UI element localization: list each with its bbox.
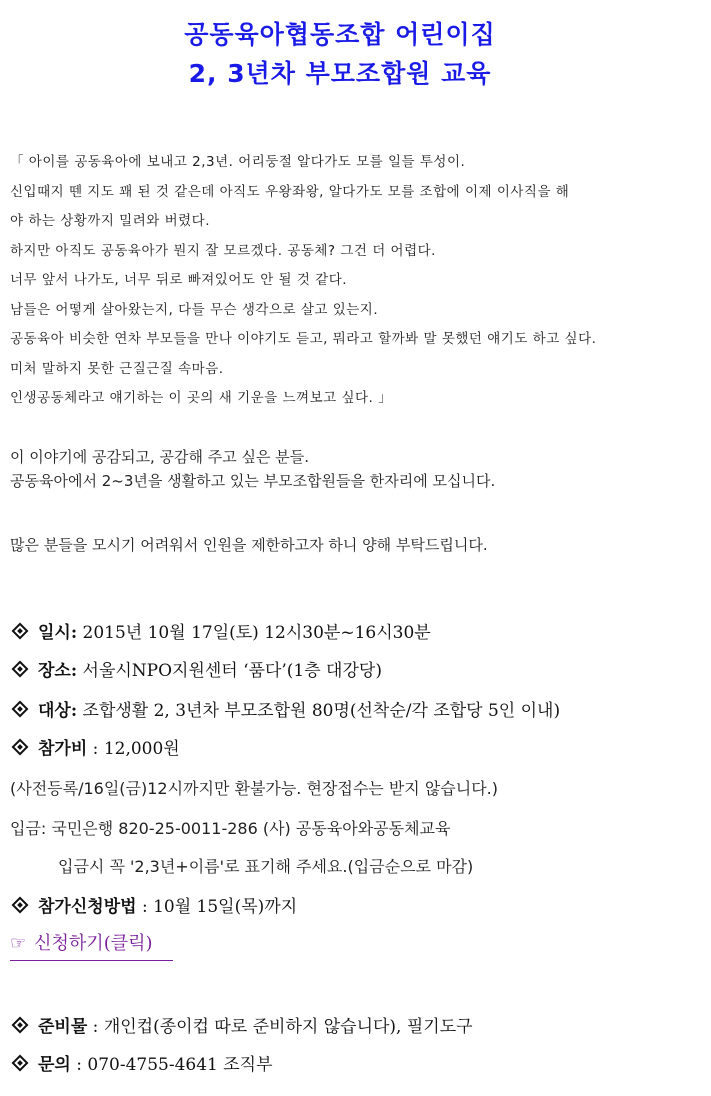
supplies-label: 준비물: [38, 1017, 88, 1037]
contact-value: : 070-4755-4641 조직부: [70, 1055, 273, 1075]
quote-line: 남들은 어떻게 살아왔는지, 다들 무슨 생각으로 살고 있는지.: [10, 301, 379, 318]
diamond-bullet-icon: [12, 701, 29, 718]
intro-paragraph-2: 공동육아에서 2~3년을 생활하고 있는 부모조합원들을 한자리에 모십니다.: [10, 472, 496, 490]
deposit-note: 입금시 꼭 '2,3년+이름'로 표기해 주세요.(입금순으로 마감): [58, 857, 474, 876]
quote-line: 하지만 아직도 공동육아가 뭔지 잘 모르겠다. 공동체? 그건 더 어렵다.: [10, 242, 436, 259]
supplies-value: : 개인컵(종이컵 따로 준비하지 않습니다), 필기도구: [87, 1017, 473, 1037]
apply-method-label: 참가신청방법: [38, 897, 137, 917]
date-value: 2015년 10월 17일(토) 12시30분~16시30분: [77, 623, 431, 643]
info-fee: [10, 734, 700, 764]
contact-label: 문의: [38, 1055, 71, 1075]
quote-line: 미처 말하지 못한 근질근질 속마음.: [10, 360, 224, 377]
target-value: 조합생활 2, 3년차 부모조합원 80명(선착순/각 조합당 5인 이내): [77, 701, 561, 721]
place-label: 장소:: [38, 661, 78, 681]
apply-link-label: 신청하기(클릭): [34, 933, 153, 954]
info-apply-method: [10, 892, 700, 922]
refund-note: (사전등록/16일(금)12시까지만 환불가능. 현장접수는 받지 않습니다.): [10, 779, 498, 798]
info-contact: [10, 1050, 700, 1080]
quote-line: 너무 앞서 나가도, 너무 뒤로 빠져있어도 안 될 것 같다.: [10, 272, 348, 288]
quote-line: 「 아이를 공동육아에 보내고 2,3년. 어리둥절 알다가도 모를 일들 투성이.: [10, 154, 466, 170]
diamond-bullet-icon: [12, 623, 29, 640]
date-label: 일시:: [38, 623, 78, 643]
target-label: 대상:: [38, 701, 78, 721]
info-place: [10, 656, 700, 686]
apply-link[interactable]: [10, 928, 173, 961]
deposit-info: 입금: 국민은행 820-25-0011-286 (사) 공동육아와공동체교육: [10, 819, 451, 838]
quote-line: 인생공동체라고 얘기하는 이 곳의 새 기운을 느껴보고 싶다. 」: [10, 390, 393, 406]
intro-paragraph-1: 이 이야기에 공감되고, 공감해 주고 싶은 분들.: [10, 448, 309, 466]
fee-label: 참가비: [38, 739, 88, 759]
info-target: [10, 696, 700, 726]
diamond-bullet-icon: [12, 897, 29, 914]
pointing-hand-icon: ☞: [10, 933, 27, 954]
quote-line: 신입때지 뗀 지도 꽤 된 것 같은데 아직도 우왕좌왕, 알다가도 모를 조합에 이제 이사직을 해: [10, 183, 570, 200]
page-title-line2: 2, 3년차 부모조합원 교육: [188, 59, 492, 88]
apply-method-value: : 10월 15일(목)까지: [136, 897, 298, 917]
info-supplies: [10, 1012, 700, 1042]
info-date: [10, 618, 700, 648]
quote-line: 야 하는 상황까지 밀려와 버렸다.: [10, 213, 210, 229]
diamond-bullet-icon: [12, 1055, 29, 1072]
quote-block: [10, 148, 700, 414]
diamond-bullet-icon: [12, 739, 29, 756]
place-value: 서울시NPO지원센터 ‘품다’(1층 대강당): [77, 661, 382, 681]
diamond-bullet-icon: [12, 661, 29, 678]
diamond-bullet-icon: [12, 1017, 29, 1034]
quote-line: 공동육아 비슷한 연차 부모들을 만나 이야기도 듣고, 뭐라고 할까봐 말 못했던 얘기도 하고 싶다.: [10, 331, 597, 347]
page-title-line1: 공동육아협동조합 어린이집: [184, 20, 496, 49]
intro-paragraph-3: 많은 분들을 모시기 어려워서 인원을 제한하고자 하니 양해 부탁드립니다.: [10, 536, 488, 554]
fee-value: : 12,000원: [87, 739, 180, 759]
